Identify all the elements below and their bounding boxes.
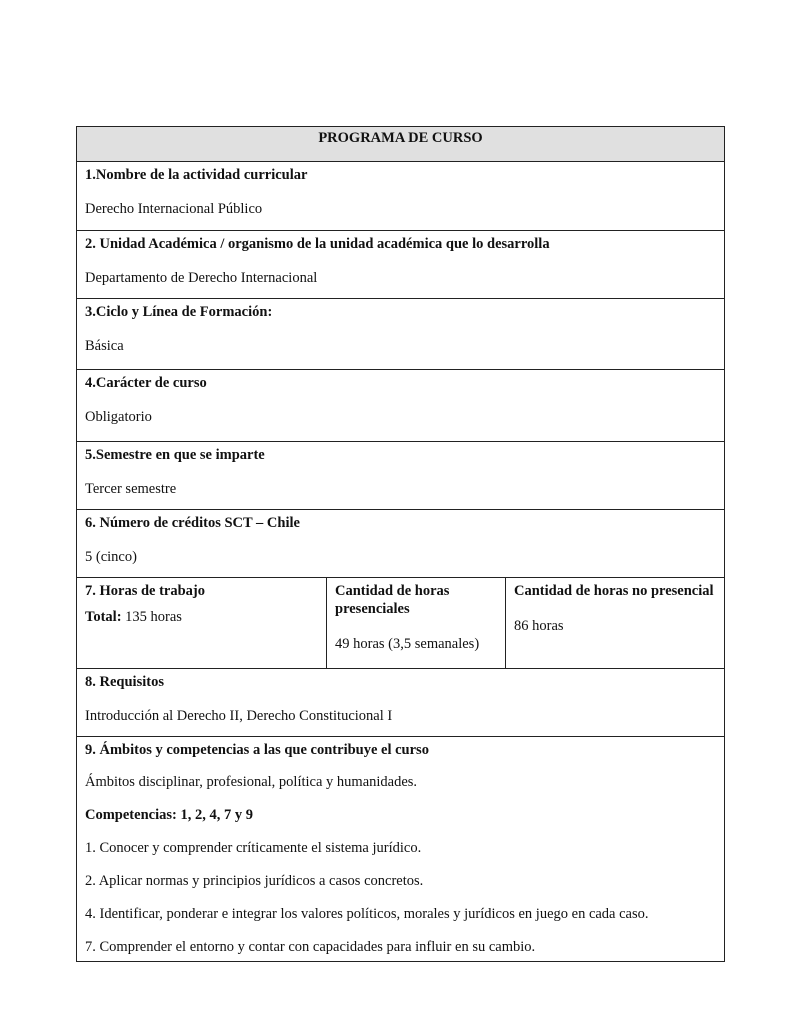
- section-competencies: [77, 736, 724, 961]
- presencial-label: Cantidad de horas presenciales: [335, 583, 450, 617]
- total-hours: [85, 608, 318, 626]
- no-presencial-label: Cantidad de horas no presencial: [514, 583, 714, 599]
- no-presencial-hours-cell: [506, 578, 724, 668]
- section-label: 8. Requisitos: [85, 674, 164, 690]
- table-title: PROGRAMA DE CURSO: [77, 127, 724, 161]
- competencies-title: Competencias: 1, 2, 4, 7 y 9: [85, 807, 253, 823]
- section-label: 4.Carácter de curso: [85, 375, 207, 391]
- competency-item: 2. Aplicar normas y principios jurídicos a casos concretos.: [85, 873, 424, 889]
- section-label: 7. Horas de trabajo: [85, 583, 206, 599]
- section-activity-name: [77, 161, 724, 230]
- competency-item: 7. Comprender el entorno y contar con capacidades para influir en su cambio.: [85, 939, 536, 955]
- section-value: Introducción al Derecho II, Derecho Constitucional I: [85, 708, 393, 724]
- section-label: 9. Ámbitos y competencias a las que contribuye el curso: [85, 742, 429, 758]
- section-value: Departamento de Derecho Internacional: [85, 270, 318, 286]
- competency-item: 1. Conocer y comprender críticamente el sistema jurídico.: [85, 840, 422, 856]
- section-label: 2. Unidad Académica / organismo de la unidad académica que lo desarrolla: [85, 236, 550, 252]
- total-value: 135 horas: [125, 609, 182, 625]
- section-semester: [77, 441, 724, 509]
- section-value: Tercer semestre: [85, 481, 177, 497]
- section-value: Obligatorio: [85, 409, 152, 425]
- section-credits: [77, 509, 724, 577]
- no-presencial-value: 86 horas: [514, 618, 564, 634]
- section-work-hours: [77, 577, 724, 668]
- section-label: 1.Nombre de la actividad curricular: [85, 167, 308, 183]
- total-label: Total:: [85, 609, 122, 625]
- section-value: Básica: [85, 338, 124, 354]
- presencial-hours-cell: [327, 578, 506, 668]
- section-label: 3.Ciclo y Línea de Formación:: [85, 304, 273, 320]
- competency-item: 4. Identificar, ponderar e integrar los valores políticos, morales y jurídicos en juego en cada caso.: [85, 906, 649, 922]
- work-hours-total-cell: [77, 578, 327, 668]
- section-label: 6. Número de créditos SCT – Chile: [85, 515, 300, 531]
- section-value: Derecho Internacional Público: [85, 201, 263, 217]
- section-course-character: [77, 369, 724, 441]
- course-program-table: [76, 126, 725, 962]
- section-value: Ámbitos disciplinar, profesional, política y humanidades.: [85, 774, 418, 790]
- section-cycle: [77, 298, 724, 369]
- presencial-value: 49 horas (3,5 semanales): [335, 636, 480, 652]
- section-value: 5 (cinco): [85, 549, 137, 565]
- section-label: 5.Semestre en que se imparte: [85, 447, 265, 463]
- section-requirements: [77, 668, 724, 736]
- section-academic-unit: [77, 230, 724, 298]
